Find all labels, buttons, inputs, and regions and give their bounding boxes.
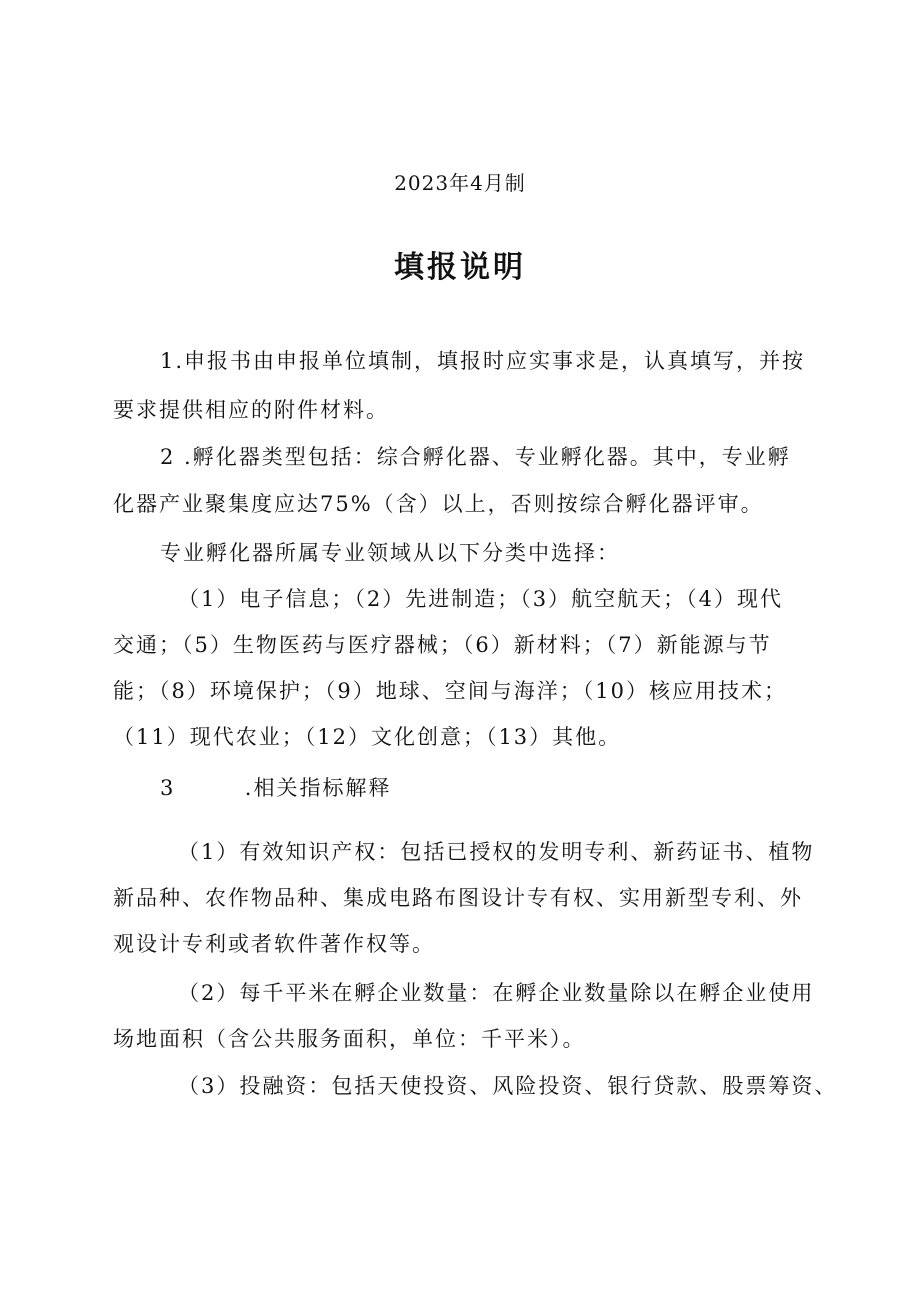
domain-list-line-1: （1）电子信息；（2）先进制造；（3）航空航天；（4）现代 (178, 587, 783, 611)
item-1-line-2: 新品种、农作物品种、集成电路布图设计专有权、实用新型专利、外 (113, 886, 803, 910)
document-date: 2023年4月制 (394, 171, 526, 195)
item-2-line-1: （2）每千平米在孵企业数量：在孵企业数量除以在孵企业使用 (178, 981, 815, 1005)
domain-list-line-2: 交通；（5）生物医药与医疗器械；（6）新材料；（7）新能源与节 (113, 633, 772, 657)
domain-list-line-3: 能；（8）环境保护；（9）地球、空间与海洋；（10）核应用技术； (113, 679, 787, 703)
item-2-line-2: 场地面积（含公共服务面积，单位：千平米）。 (113, 1027, 586, 1051)
paragraph-2-line-2: 化器产业聚集度应达75%（含）以上，否则按综合孵化器评审。 (113, 492, 764, 516)
item-1-line-1: （1）有效知识产权：包括已授权的发明专利、新药证书、植物 (178, 840, 815, 864)
item-1-line-3: 观设计专利或者软件著作权等。 (113, 932, 435, 956)
item-3-line-1: （3）投融资：包括天使投资、风险投资、银行贷款、股票筹资、 (178, 1074, 838, 1098)
section-3-heading: 3 .相关指标解释 (160, 776, 392, 800)
domain-intro: 专业孵化器所属专业领域从以下分类中选择： (160, 541, 620, 565)
paragraph-1-line-1: 1.申报书由申报单位填制，填报时应实事求是，认真填写，并按 (160, 349, 806, 373)
domain-list-line-4: （11）现代农业；（12）文化创意；（13）其他。 (113, 725, 622, 749)
paragraph-1-line-2: 要求提供相应的附件材料。 (113, 398, 389, 422)
page-title: 填报说明 (394, 250, 526, 285)
paragraph-2-line-1: 2 .孵化器类型包括：综合孵化器、专业孵化器。其中，专业孵 (160, 445, 791, 469)
